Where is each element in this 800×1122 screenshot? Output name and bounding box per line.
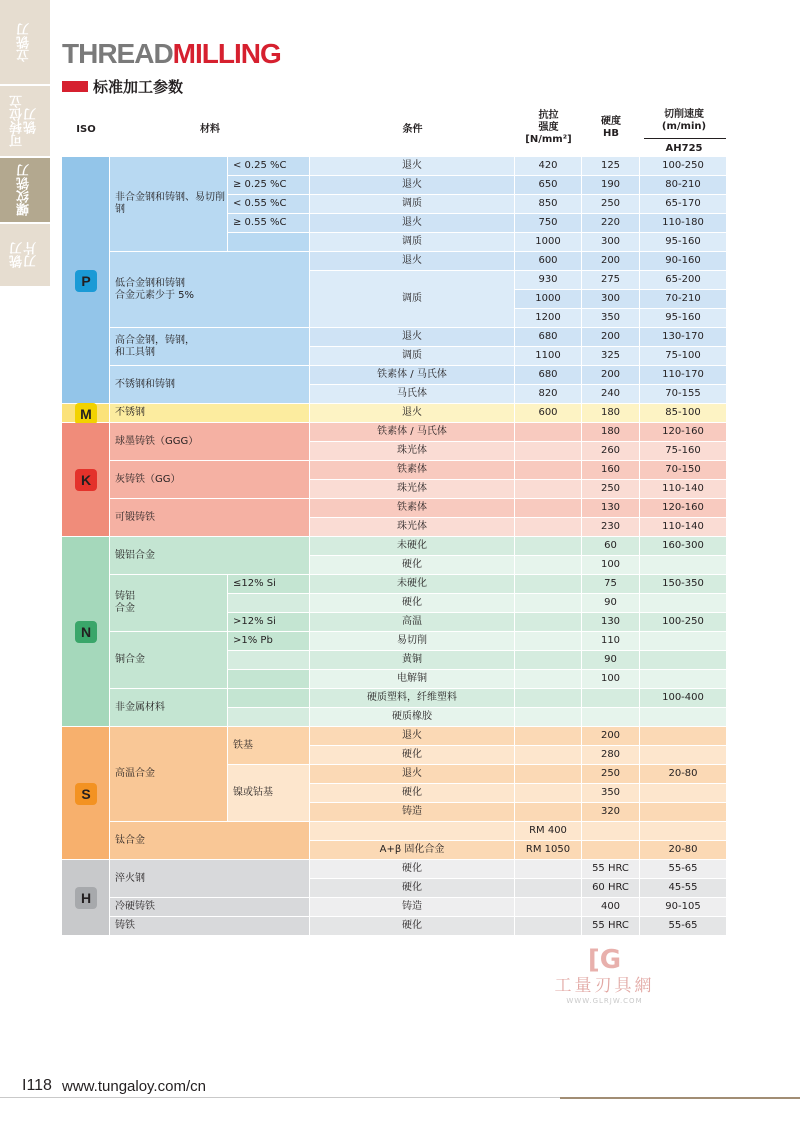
header-iso: ISO [76, 124, 96, 135]
row-33-hardness: 350 [582, 784, 640, 803]
material-h3: 铸铁 [110, 917, 310, 936]
section-title [62, 76, 183, 96]
row-0-condition: 退火 [310, 157, 515, 176]
row-38-hardness: 60 HRC [582, 879, 640, 898]
row-29-condition: 硬质橡胶 [310, 708, 515, 727]
row-40-tensile [515, 917, 582, 936]
material-p4: 不锈钢和铸钢 [110, 366, 310, 404]
row-19-condition: 珠光体 [310, 518, 515, 537]
iso-badge-h: H [75, 887, 97, 909]
header-hardness: 硬度 HB [601, 116, 621, 139]
section-bar [62, 81, 88, 92]
row-25-hardness: 110 [582, 632, 640, 651]
row-2-speed: 65-170 [640, 195, 727, 214]
row-12-speed: 70-155 [640, 385, 727, 404]
side-tab-indexable-end-mills[interactable] [0, 86, 50, 156]
header-speed: 切削速度 (m/min) [661, 109, 707, 132]
sub-class-c2: ≥ 0.25 %C [228, 176, 310, 195]
row-35-speed [640, 822, 727, 841]
row-34-condition: 铸造 [310, 803, 515, 822]
material-p3: 高合金钢，铸钢， 和工具钢 [110, 328, 310, 366]
row-6-tensile: 930 [515, 271, 582, 290]
row-18-hardness: 130 [582, 499, 640, 518]
row-23-tensile [515, 594, 582, 613]
material-s2: 钛合金 [110, 822, 310, 860]
row-1-hardness: 190 [582, 176, 640, 195]
row-13-hardness: 180 [582, 404, 640, 423]
row-39-speed: 90-105 [640, 898, 727, 917]
row-3-hardness: 220 [582, 214, 640, 233]
row-38-condition: 硬化 [310, 879, 515, 898]
row-4-speed: 95-160 [640, 233, 727, 252]
iso-badge-k: K [75, 469, 97, 491]
material-k1: 球墨铸铁（GGG） [110, 423, 310, 461]
material-p1: 非合金钢和铸钢、易切削钢 [110, 157, 228, 252]
row-22-tensile [515, 575, 582, 594]
row-28-condition: 硬质塑料，纤维塑料 [310, 689, 515, 708]
sub-class-blank-23 [228, 594, 310, 613]
material-h1: 淬火钢 [110, 860, 310, 898]
sub-class-ni: 镍或钴基 [228, 765, 310, 822]
side-tab-label: 螺纹铣刀 [17, 164, 32, 216]
row-0-speed: 100-250 [640, 157, 727, 176]
row-34-speed [640, 803, 727, 822]
row-39-condition: 铸造 [310, 898, 515, 917]
row-14-speed: 120-160 [640, 423, 727, 442]
row-22-speed: 150-350 [640, 575, 727, 594]
row-12-hardness: 240 [582, 385, 640, 404]
row-10-condition: 调质 [310, 347, 515, 366]
header-grade: AH725 [665, 143, 703, 154]
row-28-hardness [582, 689, 640, 708]
row-26-hardness: 90 [582, 651, 640, 670]
row-6-speed: 65-200 [640, 271, 727, 290]
row-13-tensile: 600 [515, 404, 582, 423]
row-25-tensile [515, 632, 582, 651]
row-34-hardness: 320 [582, 803, 640, 822]
row-8-tensile: 1200 [515, 309, 582, 328]
row-12-tensile: 820 [515, 385, 582, 404]
row-3-speed: 110-180 [640, 214, 727, 233]
header-material: 材料 [200, 124, 220, 135]
side-tab-milling-inserts[interactable] [0, 224, 50, 286]
row-17-tensile [515, 480, 582, 499]
row-35-condition [310, 822, 515, 841]
sub-class-blank-26 [228, 651, 310, 670]
row-26-tensile [515, 651, 582, 670]
row-2-tensile: 850 [515, 195, 582, 214]
row-37-speed: 55-65 [640, 860, 727, 879]
row-4-hardness: 300 [582, 233, 640, 252]
row-24-tensile [515, 613, 582, 632]
row-36-hardness [582, 841, 640, 860]
row-22-hardness: 75 [582, 575, 640, 594]
material-h2: 冷硬铸铁 [110, 898, 310, 917]
row-18-speed: 120-160 [640, 499, 727, 518]
row-22-condition: 未硬化 [310, 575, 515, 594]
row-36-speed: 20-80 [640, 841, 727, 860]
row-11-condition: 铁素体 / 马氏体 [310, 366, 515, 385]
header-divider [644, 138, 726, 139]
row-31-tensile [515, 746, 582, 765]
row-6-hardness: 275 [582, 271, 640, 290]
row-20-speed: 160-300 [640, 537, 727, 556]
row-8-hardness: 350 [582, 309, 640, 328]
row-34-tensile [515, 803, 582, 822]
row-23-hardness: 90 [582, 594, 640, 613]
sub-class-blank-29 [228, 708, 310, 727]
row-36-tensile: RM 1050 [515, 841, 582, 860]
row-8-speed: 95-160 [640, 309, 727, 328]
row-14-tensile [515, 423, 582, 442]
page-number: I118 [22, 1077, 52, 1094]
watermark-name: 工量刃具網 [554, 976, 655, 996]
row-9-tensile: 680 [515, 328, 582, 347]
material-n1: 锻铝合金 [110, 537, 310, 575]
footer-url[interactable]: www.tungaloy.com/cn [62, 1078, 206, 1095]
row-38-speed: 45-55 [640, 879, 727, 898]
row-30-hardness: 200 [582, 727, 640, 746]
row-20-condition: 未硬化 [310, 537, 515, 556]
sub-class-si1: ≤12% Si [228, 575, 310, 594]
row-11-tensile: 680 [515, 366, 582, 385]
iso-badge-s: S [75, 783, 97, 805]
row-32-hardness: 250 [582, 765, 640, 784]
watermark-logo: [G [587, 945, 622, 975]
row-33-speed [640, 784, 727, 803]
row-39-hardness: 400 [582, 898, 640, 917]
side-tab-thread-mills[interactable] [0, 158, 50, 222]
footer-accent-rule [560, 1097, 800, 1099]
row-28-tensile [515, 689, 582, 708]
side-tab-label: 铣刀 刀片 [10, 242, 39, 268]
row-5-condition: 退火 [310, 252, 515, 271]
row-23-condition: 硬化 [310, 594, 515, 613]
row-24-condition: 高温 [310, 613, 515, 632]
row-40-speed: 55-65 [640, 917, 727, 936]
brand-part1: THREAD [62, 38, 173, 69]
sub-class-c4: ≥ 0.55 %C [228, 214, 310, 233]
row-15-condition: 珠光体 [310, 442, 515, 461]
sub-class-pb: >1% Pb [228, 632, 310, 651]
row-10-tensile: 1100 [515, 347, 582, 366]
row-20-tensile [515, 537, 582, 556]
row-9-speed: 130-170 [640, 328, 727, 347]
row-5-tensile: 600 [515, 252, 582, 271]
row-7-hardness: 300 [582, 290, 640, 309]
row-37-hardness: 55 HRC [582, 860, 640, 879]
row-7-speed: 70-210 [640, 290, 727, 309]
row-36-condition: A+β 固化合金 [310, 841, 515, 860]
material-s1: 高温合金 [110, 727, 228, 822]
side-tab-label: 可转位立 铣刀 [10, 95, 39, 147]
row-4-condition: 调质 [310, 233, 515, 252]
row-26-condition: 黄铜 [310, 651, 515, 670]
row-27-speed [640, 670, 727, 689]
section-title-text: 标准加工参数 [93, 77, 184, 96]
row-17-hardness: 250 [582, 480, 640, 499]
side-tab-end-mills[interactable] [0, 0, 50, 84]
row-21-speed [640, 556, 727, 575]
row-2-hardness: 250 [582, 195, 640, 214]
row-24-hardness: 130 [582, 613, 640, 632]
row-21-hardness: 100 [582, 556, 640, 575]
row-11-speed: 110-170 [640, 366, 727, 385]
row-10-hardness: 325 [582, 347, 640, 366]
row-23-speed [640, 594, 727, 613]
row-37-condition: 硬化 [310, 860, 515, 879]
row-9-hardness: 200 [582, 328, 640, 347]
row-35-hardness [582, 822, 640, 841]
sub-class-blank-4 [228, 233, 310, 252]
row-2-condition: 调质 [310, 195, 515, 214]
row-30-tensile [515, 727, 582, 746]
row-33-tensile [515, 784, 582, 803]
sub-class-fe: 铁基 [228, 727, 310, 765]
row-16-tensile [515, 461, 582, 480]
row-39-tensile [515, 898, 582, 917]
row-19-tensile [515, 518, 582, 537]
material-m1: 不锈钢 [110, 404, 310, 423]
sub-class-c1: < 0.25 %C [228, 157, 310, 176]
watermark [537, 945, 672, 1005]
sub-class-blank-27 [228, 670, 310, 689]
row-7-condition: 调质 [310, 271, 515, 328]
row-3-tensile: 750 [515, 214, 582, 233]
watermark-url: WWW.GLRJW.COM [566, 997, 643, 1005]
row-17-condition: 珠光体 [310, 480, 515, 499]
row-1-condition: 退火 [310, 176, 515, 195]
row-1-tensile: 650 [515, 176, 582, 195]
row-26-speed [640, 651, 727, 670]
row-40-condition: 硬化 [310, 917, 515, 936]
material-n2: 铸铝 合金 [110, 575, 228, 632]
row-29-hardness [582, 708, 640, 727]
row-37-tensile [515, 860, 582, 879]
row-11-hardness: 200 [582, 366, 640, 385]
row-13-speed: 85-100 [640, 404, 727, 423]
row-17-speed: 110-140 [640, 480, 727, 499]
row-15-speed: 75-160 [640, 442, 727, 461]
row-32-condition: 退火 [310, 765, 515, 784]
row-20-hardness: 60 [582, 537, 640, 556]
row-15-tensile [515, 442, 582, 461]
row-13-condition: 退火 [310, 404, 515, 423]
material-k3: 可锻铸铁 [110, 499, 310, 537]
row-33-condition: 硬化 [310, 784, 515, 803]
row-18-condition: 铁素体 [310, 499, 515, 518]
row-40-hardness: 55 HRC [582, 917, 640, 936]
iso-badge-m: M [75, 403, 97, 425]
row-38-tensile [515, 879, 582, 898]
row-16-condition: 铁素体 [310, 461, 515, 480]
row-7-tensile: 1000 [515, 290, 582, 309]
row-27-tensile [515, 670, 582, 689]
row-25-condition: 易切削 [310, 632, 515, 651]
row-14-condition: 铁素体 / 马氏体 [310, 423, 515, 442]
row-30-speed [640, 727, 727, 746]
side-tab-label: 立铣刀 [17, 22, 32, 62]
row-16-speed: 70-150 [640, 461, 727, 480]
material-k2: 灰铸铁（GG） [110, 461, 310, 499]
row-31-condition: 硬化 [310, 746, 515, 765]
row-4-tensile: 1000 [515, 233, 582, 252]
row-24-speed: 100-250 [640, 613, 727, 632]
header-condition: 条件 [402, 124, 423, 135]
row-14-hardness: 180 [582, 423, 640, 442]
material-p2: 低合金钢和铸钢 合金元素少于 5% [110, 252, 310, 328]
row-31-hardness: 280 [582, 746, 640, 765]
brand-part2: MILLING [172, 38, 281, 69]
row-1-speed: 80-210 [640, 176, 727, 195]
row-27-hardness: 100 [582, 670, 640, 689]
sub-class-blank-28 [228, 689, 310, 708]
brand-title [62, 38, 281, 70]
row-5-speed: 90-160 [640, 252, 727, 271]
header-tensile: 抗拉 强度 [N/mm²] [525, 110, 572, 145]
row-19-hardness: 230 [582, 518, 640, 537]
row-21-condition: 硬化 [310, 556, 515, 575]
row-16-hardness: 160 [582, 461, 640, 480]
row-27-condition: 电解铜 [310, 670, 515, 689]
row-25-speed [640, 632, 727, 651]
row-0-hardness: 125 [582, 157, 640, 176]
sub-class-c3: < 0.55 %C [228, 195, 310, 214]
row-0-tensile: 420 [515, 157, 582, 176]
row-15-hardness: 260 [582, 442, 640, 461]
sub-class-si2: >12% Si [228, 613, 310, 632]
row-30-condition: 退火 [310, 727, 515, 746]
material-n4: 非金属材料 [110, 689, 228, 727]
row-29-tensile [515, 708, 582, 727]
row-19-speed: 110-140 [640, 518, 727, 537]
row-3-condition: 退火 [310, 214, 515, 233]
row-18-tensile [515, 499, 582, 518]
row-12-condition: 马氏体 [310, 385, 515, 404]
row-10-speed: 75-100 [640, 347, 727, 366]
row-9-condition: 退火 [310, 328, 515, 347]
row-32-tensile [515, 765, 582, 784]
row-31-speed [640, 746, 727, 765]
row-5-hardness: 200 [582, 252, 640, 271]
row-28-speed: 100-400 [640, 689, 727, 708]
row-32-speed: 20-80 [640, 765, 727, 784]
row-29-speed [640, 708, 727, 727]
iso-badge-p: P [75, 270, 97, 292]
row-35-tensile: RM 400 [515, 822, 582, 841]
iso-badge-n: N [75, 621, 97, 643]
material-n3: 铜合金 [110, 632, 228, 689]
row-21-tensile [515, 556, 582, 575]
